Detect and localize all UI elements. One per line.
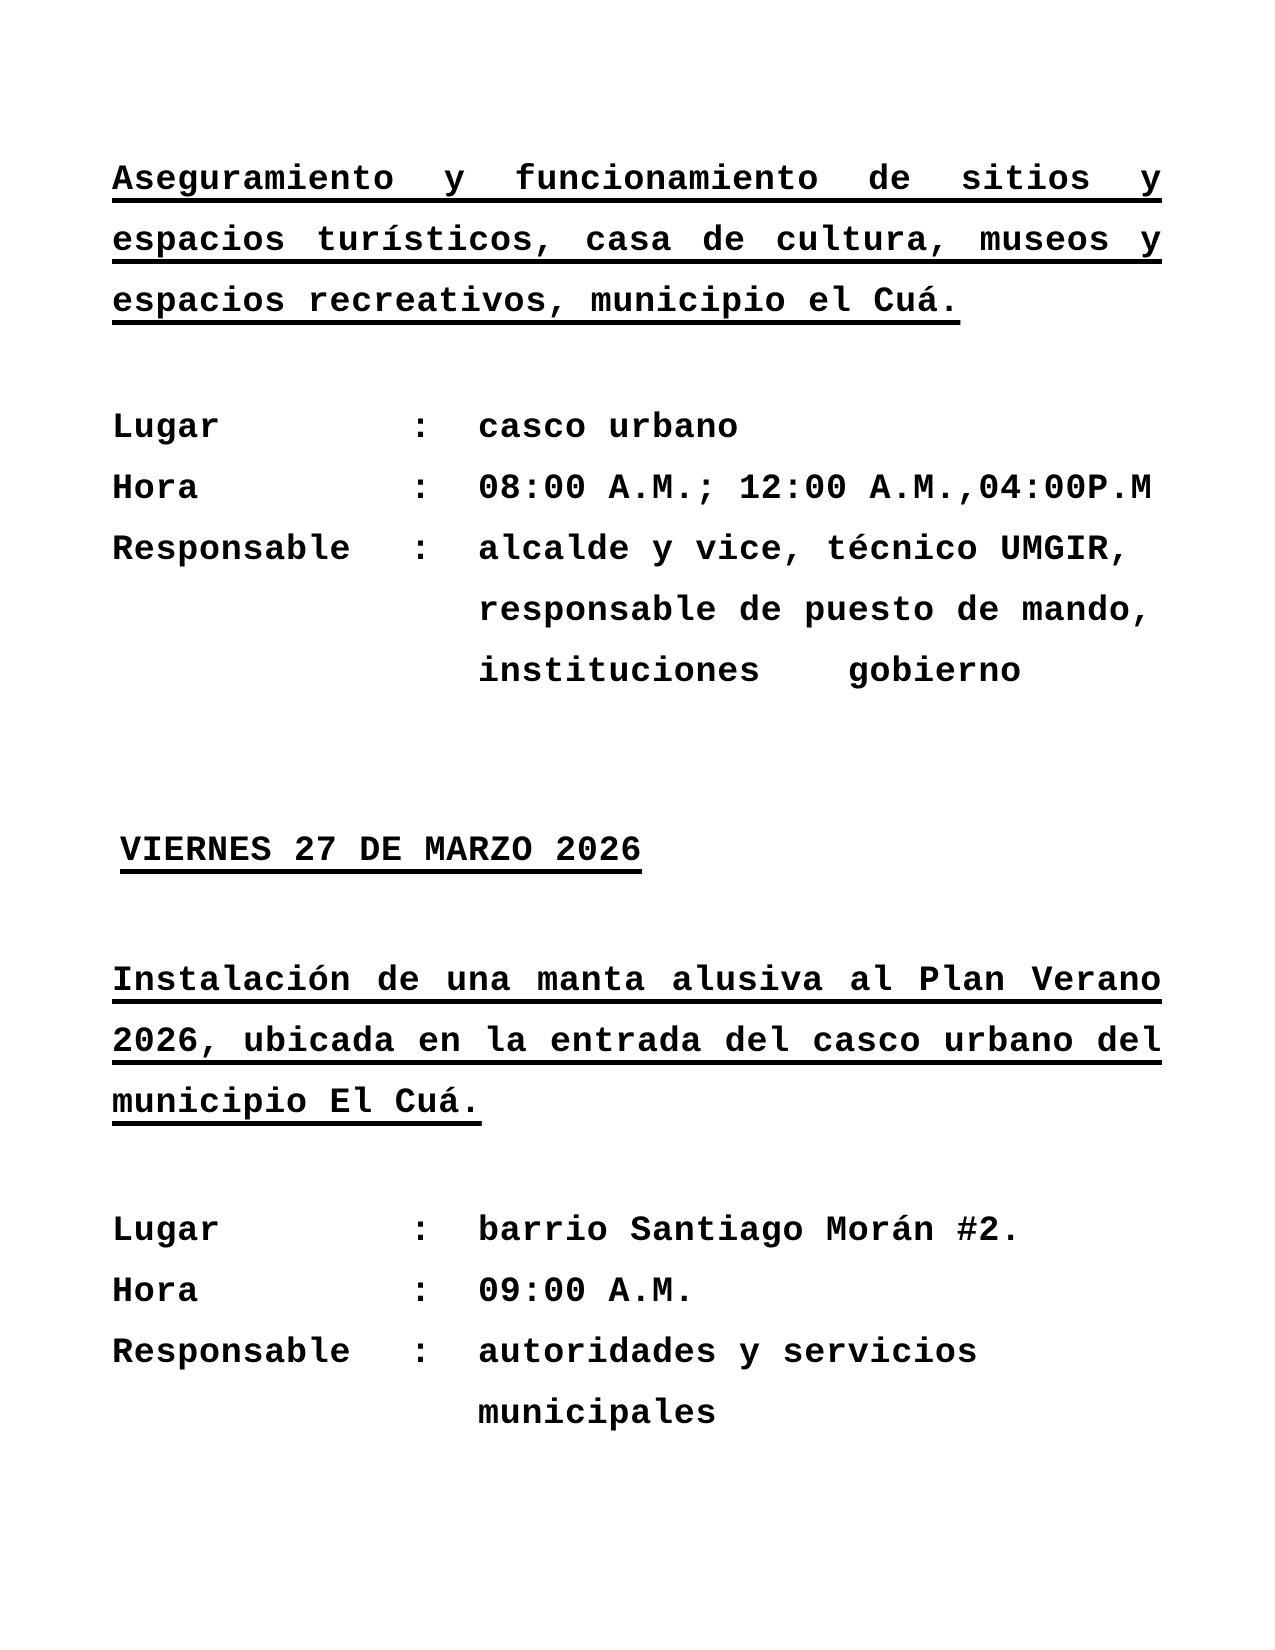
detail-label: Hora: [112, 469, 200, 509]
detail-separator: :: [410, 469, 432, 509]
detail-label: Responsable: [112, 1333, 352, 1373]
detail-label: Lugar: [112, 408, 221, 448]
detail-row: [112, 520, 1175, 703]
detail-label: Hora: [112, 1272, 200, 1312]
detail-separator: :: [410, 1333, 432, 1373]
detail-row: [112, 1323, 1162, 1445]
detail-label: Lugar: [112, 1211, 221, 1251]
detail-separator: :: [410, 408, 432, 448]
event2-details: [112, 1201, 1162, 1445]
detail-row: [112, 459, 1162, 520]
detail-row: [112, 1201, 1162, 1262]
day-heading: VIERNES 27 DE MARZO 2026: [120, 831, 643, 871]
event2-title: Instalación de una manta alusiva al Plan Verano 2026, ubicada en la entrada del casco urbano del municipio El Cuá.: [112, 961, 1162, 1123]
event1-title: Aseguramiento y funcionamiento de sitios y espacios turísticos, casa de cultura, museos y espacios recreativos, municipio el Cuá.: [112, 160, 1162, 322]
detail-value: barrio Santiago Morán #2.: [478, 1211, 1022, 1251]
detail-separator: :: [410, 530, 432, 570]
detail-label: Responsable: [112, 530, 352, 570]
detail-value: 09:00 A.M.: [478, 1272, 696, 1312]
detail-value: alcalde y vice, técnico UMGIR, responsable de puesto de mando, instituciones gobierno: [478, 530, 1175, 692]
event1-details: [112, 398, 1175, 703]
detail-row: [112, 1262, 1162, 1323]
detail-separator: :: [410, 1272, 432, 1312]
detail-value: casco urbano: [478, 408, 740, 448]
detail-value: autoridades y servicios municipales: [478, 1333, 1001, 1434]
detail-value: 08:00 A.M.; 12:00 A.M.,04:00P.M: [478, 469, 1153, 509]
detail-separator: :: [410, 1211, 432, 1251]
detail-row: [112, 398, 1162, 459]
